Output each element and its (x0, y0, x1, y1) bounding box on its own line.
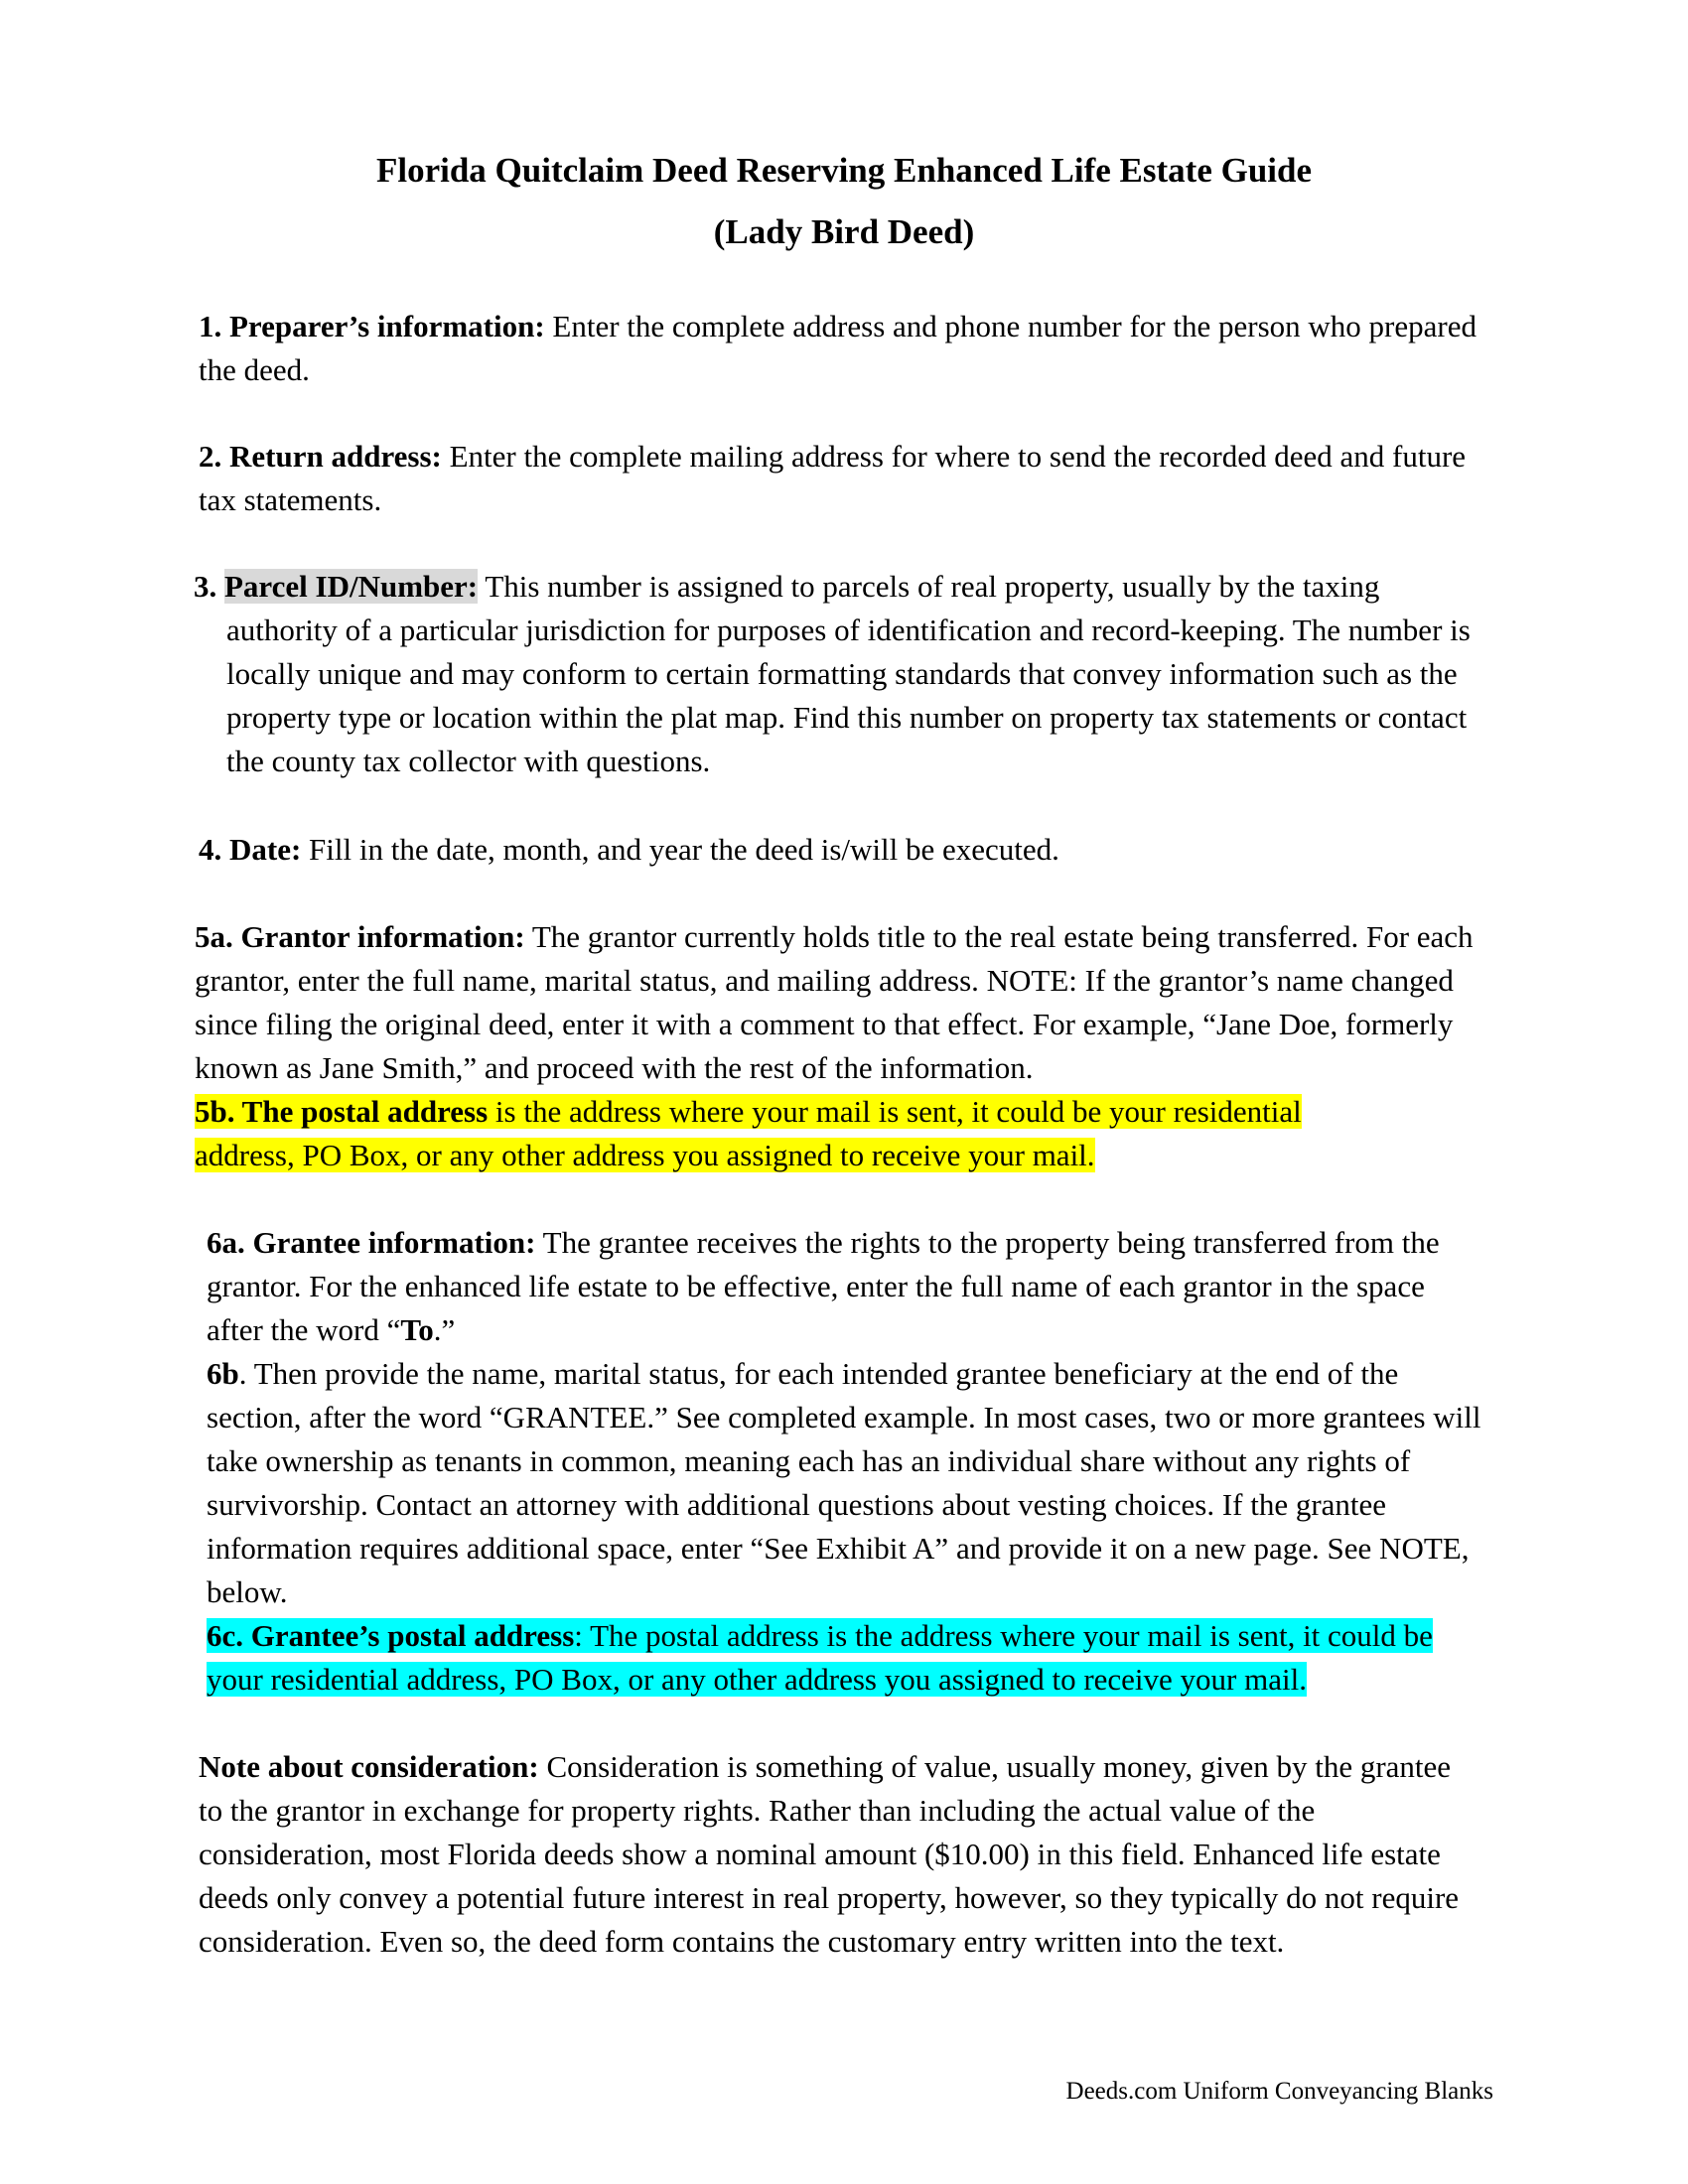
section-label: 2. Return address: (199, 439, 442, 474)
section-label: 6a. Grantee information: (207, 1225, 536, 1260)
section-text: : The postal address is the address where your mail is sent, it could be your residential address, PO Box, or any other address you assigned to receive your mail. (207, 1618, 1433, 1697)
section-grantee-postal-address (207, 1614, 1458, 1702)
section-text: Enter the complete address and phone number for the person who prepared the deed. (199, 309, 1477, 387)
section-text: Enter the complete mailing address for where to send the recorded deed and future tax statements. (199, 439, 1467, 517)
section-label: 5a. Grantor information: (195, 919, 525, 954)
section-return-address (199, 435, 1489, 522)
section-parcel-id (194, 565, 1479, 783)
section-text: The grantor currently holds title to the real estate being transferred. For each grantor, enter the full name, marital status, and mailing address. NOTE: If the grantor’s name changed since filing the original deed, enter it with a comment to that effect. For example, “Jane Doe, formerly known as Jane Smith,” and proceed with the rest of the information. (195, 919, 1474, 1085)
section-note-consideration (199, 1745, 1460, 1964)
section-label: Parcel ID/Number: (224, 569, 479, 604)
section-text: . Then provide the name, marital status, for each intended grantee beneficiary at the end of the section, after the word “GRANTEE.” See completed example. In most cases, two or more grantees will take ownership as tenants in common, meaning each has an individual share without any rights of survivorship. Contact an attorney with additional questions about vesting choices. If the grantee information requires additional space, enter “See Exhibit A” and provide it on a new page. See NOTE, below. (207, 1356, 1481, 1609)
section-text-end: .” (433, 1312, 456, 1347)
section-label: 5b. The postal address (195, 1094, 489, 1129)
section-label: 1. Preparer’s information: (199, 309, 545, 343)
footer-text: Deeds.com Uniform Conveyancing Blanks (1065, 2078, 1493, 2105)
section-grantee-beneficiary (207, 1352, 1487, 1614)
section-label: Note about consideration: (199, 1749, 539, 1784)
section-preparer-info (199, 305, 1489, 392)
section-label: 4. Date: (199, 832, 302, 867)
section-grantee-info (207, 1221, 1487, 1352)
section-text: Consideration is something of value, usually money, given by the grantee to the grantor in exchange for property rights. Rather than including the actual value of the consideration, most Florida deeds show a nominal amount ($10.00) in this field. Enhanced life estate deeds only convey a potential future interest in real property, however, so they typically do not require consideration. Even so, the deed form contains the customary entry written into the text. (199, 1749, 1460, 1959)
document-title: Florida Quitclaim Deed Reserving Enhanced Life Estate Guide (375, 151, 1313, 190)
section-text: This number is assigned to parcels of real property, usually by the taxing authority of a particular jurisdiction for purposes of identification and record-keeping. The number is locally unique and may conform to certain formatting standards that convey information such as the property type or location within the plat map. Find this number on property tax statements or contact the county tax collector with questions. (226, 569, 1471, 778)
section-date (199, 828, 1489, 872)
section-label: 6c. Grantee’s postal address (207, 1618, 575, 1653)
document-subtitle: (Lady Bird Deed) (713, 212, 975, 251)
section-text: is the address where your mail is sent, it could be your residential address, PO Box, or any other address you assigned to receive your mail. (195, 1094, 1302, 1172)
section-text: Fill in the date, month, and year the deed is/will be executed. (301, 832, 1059, 867)
section-number: 3. (194, 569, 217, 604)
section-grantor-info (195, 915, 1485, 1090)
section-label: 6b (207, 1356, 239, 1391)
section-postal-address (195, 1090, 1406, 1177)
bold-word-to: To (400, 1312, 434, 1347)
section-text: The grantee receives the rights to the property being transferred from the grantor. For the enhanced life estate to be effective, enter the full name of each grantor in the space after the word “ (207, 1225, 1440, 1347)
